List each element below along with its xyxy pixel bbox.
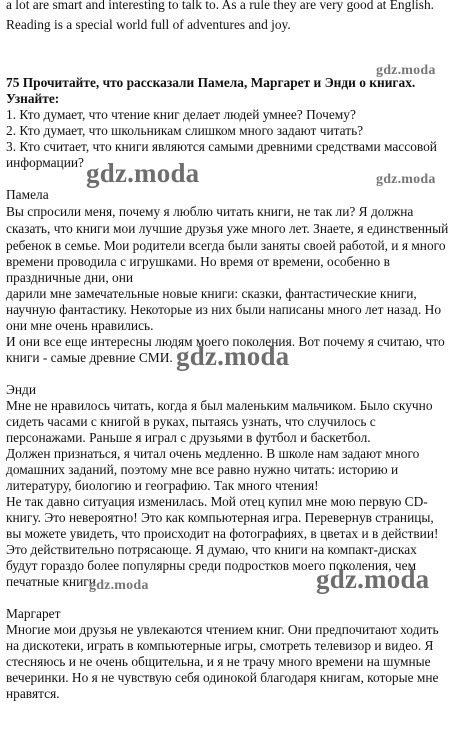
- andy-line: домашних заданий, поэтому мне все равно нужно читать: историю и: [6, 462, 399, 477]
- margaret-heading: Маргарет: [6, 606, 61, 621]
- pamela-line: времени проводила с игрушками. Но время от времени, особенно в: [6, 254, 390, 269]
- exercise-title: 75 Прочитайте, что рассказали Памела, Маргарет и Энди о книгах.: [6, 75, 416, 90]
- andy-line: сидеть часами с книгой в руках, пытаясь узнать, что случилось с: [6, 414, 376, 429]
- pamela-line: праздничные дни, они: [6, 270, 134, 285]
- andy-line: будут гораздо более популярны среди подростков моего поколения, чем: [6, 558, 417, 573]
- exercise-subtitle: Узнайте:: [6, 91, 60, 106]
- margaret-line: вечеринки. Но я не чувствую себя одинокой благодаря книгам, которые мне: [6, 670, 439, 685]
- watermark: gdz.moda: [89, 578, 149, 593]
- andy-line: вы можете увидеть, что происходит на фотографиях, в цветах и в действии!: [6, 526, 439, 541]
- question-3-cont: информации?: [6, 155, 84, 170]
- pamela-line: сказать, что книги мои лучшие друзья уже много лет. Знаете, я единственный: [6, 221, 449, 236]
- andy-line: персонажами. Раньше я играл с друзьями в футбол и баскетбол.: [6, 430, 371, 445]
- pamela-line: книги - самые древние СМИ.: [6, 350, 173, 365]
- watermark: gdz.moda: [316, 564, 430, 594]
- andy-line: Мне не нравилось читать, когда я был маленьким мальчиком. Было скучно: [6, 398, 433, 413]
- margaret-line: нравятся.: [6, 686, 60, 701]
- watermark: gdz.moda: [376, 172, 436, 187]
- andy-line: Должен признаться, я читал очень медленно. В школе нам задают много: [6, 446, 420, 461]
- question-2: 2. Кто думает, что школьникам слишком много задают читать?: [6, 123, 364, 138]
- pamela-line: ребенок в семье. Мои родители всегда были заняты своей работой, и я много: [6, 238, 446, 253]
- pamela-heading: Памела: [6, 187, 49, 202]
- intro-line-2: Reading is a special world full of adventures and joy.: [6, 17, 291, 32]
- pamela-line: И они все еще интересны людям моего поколения. Вот почему я считаю, что: [6, 334, 445, 349]
- andy-heading: Энди: [6, 382, 36, 397]
- andy-line: Это действительно потрясающе. Я думаю, что книги на компакт-дисках: [6, 542, 417, 557]
- andy-line: литературу, биологию и географию. Так много чтения!: [6, 478, 319, 493]
- pamela-line: Вы спросили меня, почему я люблю читать книги, не так ли? Я должна: [6, 204, 414, 219]
- question-1: 1. Кто думает, что чтение книг делает людей умнее? Почему?: [6, 107, 356, 122]
- pamela-line: дарили мне замечательные новые книги: сказки, фантастические книги,: [6, 286, 417, 301]
- watermark: gdz.moda: [86, 158, 200, 188]
- pamela-line: научную фантастику. Некоторые из них были написаны много лет назад. Но: [6, 302, 442, 317]
- margaret-line: стесняюсь и не очень общительна, и я не трачу много времени на шумные: [6, 654, 431, 669]
- watermark: gdz.moda: [176, 341, 290, 371]
- margaret-line: Многие мои друзья не увлекаются чтением книг. Они предпочитают ходить: [6, 622, 439, 637]
- andy-line: печатные книги.: [6, 574, 100, 589]
- andy-line: Не так давно ситуация изменилась. Мой отец купил мне мою первую CD-: [6, 494, 428, 509]
- watermark: gdz.moda: [376, 63, 436, 78]
- intro-line-1: a lot are smart and interesting to talk to. As a rule they are very good at English.: [6, 0, 435, 12]
- pamela-line: они мне очень нравились.: [6, 318, 154, 333]
- margaret-line: на дискотеки, играть в компьютерные игры, смотреть телевизор и видео. Я: [6, 638, 434, 653]
- andy-line: книгу. Это невероятно! Это как компьютерная игра. Перевернув страницы,: [6, 510, 434, 525]
- question-3: 3. Кто считает, что книги являются самыми древними средствами массовой: [6, 139, 437, 154]
